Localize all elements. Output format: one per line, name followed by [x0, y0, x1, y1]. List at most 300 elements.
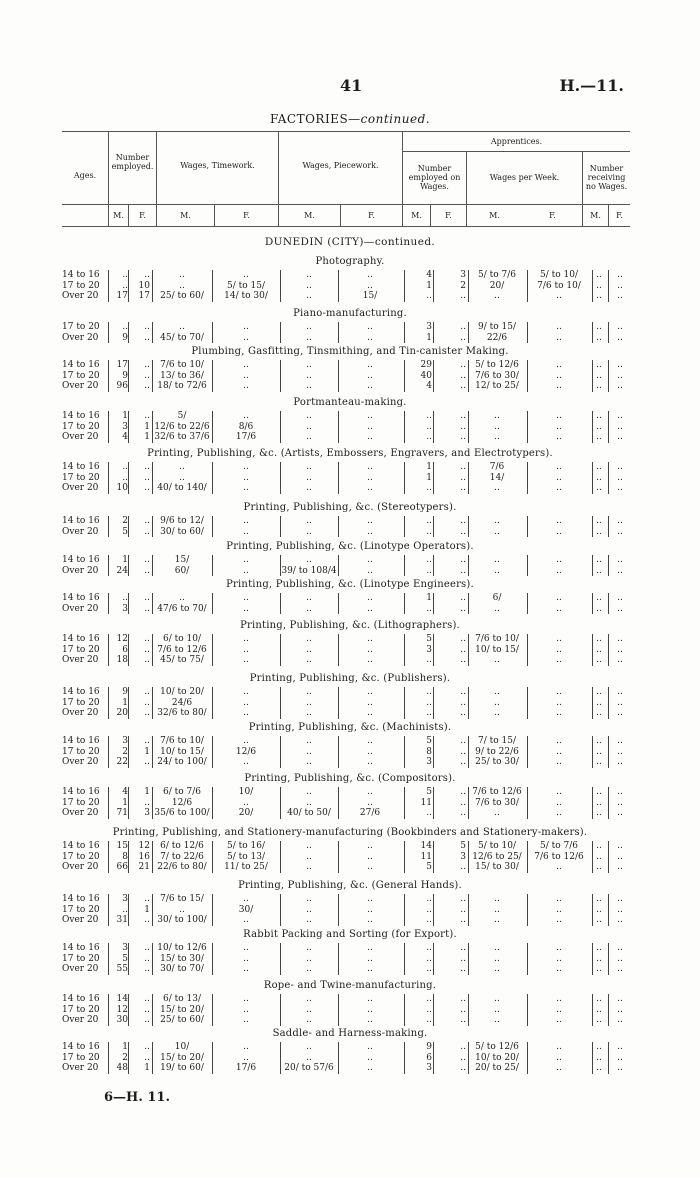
table-cell: .. [617, 687, 623, 697]
column-rule [128, 555, 129, 576]
table-cell: .. [179, 472, 185, 483]
table-row [0, 291, 700, 301]
table-cell: .. [243, 1015, 249, 1025]
table-cell: .. [144, 1052, 150, 1063]
table-cell: 7/6 to 10/ [475, 634, 519, 644]
column-rule [404, 322, 405, 343]
table-cell: .. [617, 943, 623, 953]
column-rule [108, 687, 109, 719]
table-cell: .. [494, 432, 500, 442]
table-cell: 6/ to 13/ [163, 994, 201, 1004]
table-cell: 1 [122, 697, 128, 708]
table-cell: 1 [426, 593, 432, 603]
table-cell: .. [122, 472, 128, 483]
column-rule [108, 894, 109, 926]
column-rule [527, 841, 528, 873]
table-cell: .. [179, 280, 185, 291]
age-cell: Over 20 [62, 1015, 99, 1025]
table-cell: .. [144, 270, 150, 280]
table-cell: 5 [426, 736, 432, 746]
column-rule [280, 322, 281, 343]
table-cell: .. [556, 915, 562, 925]
column-rule [152, 1042, 153, 1074]
table-cell: .. [426, 915, 432, 925]
table-cell: .. [179, 593, 185, 603]
table-cell: .. [426, 526, 432, 537]
column-rule [108, 841, 109, 873]
app-number-header: Number employed on Wages. [408, 164, 461, 191]
table-cell: .. [144, 644, 150, 655]
table-cell: 5 [426, 634, 432, 644]
table-cell: .. [617, 593, 623, 603]
column-rule [212, 462, 213, 494]
table-cell: .. [460, 904, 466, 915]
table-cell: 40/ to 140/ [157, 483, 207, 493]
table-cell: .. [617, 904, 623, 915]
table-cell: .. [556, 736, 562, 746]
table-cell: .. [306, 483, 312, 493]
table-cell: .. [460, 360, 466, 370]
age-cell: 14 to 16 [62, 943, 100, 953]
table-cell: .. [460, 1004, 466, 1015]
table-cell: 1 [426, 280, 432, 291]
table-cell: .. [367, 915, 373, 925]
column-rule [468, 516, 469, 537]
column-rule [108, 1042, 109, 1074]
table-cell: .. [243, 472, 249, 483]
column-rule [212, 411, 213, 443]
table-cell: .. [426, 808, 432, 818]
table-cell: .. [596, 322, 602, 332]
table-cell: 17/6 [235, 1063, 257, 1073]
table-cell: .. [617, 280, 623, 291]
column-rule [527, 943, 528, 975]
column-rule [468, 322, 469, 343]
table-cell: .. [460, 994, 466, 1004]
table-cell: .. [460, 1015, 466, 1025]
section-title: Printing, Publishing, &c. (Publishers). [249, 673, 451, 684]
column-rule [592, 593, 593, 614]
table-row [0, 281, 700, 291]
table-cell: .. [494, 808, 500, 818]
table-cell: .. [367, 1052, 373, 1063]
table-cell: .. [144, 736, 150, 746]
table-cell: .. [243, 483, 249, 493]
age-cell: 14 to 16 [62, 516, 100, 526]
column-rule [608, 634, 609, 666]
table-cell: .. [494, 994, 500, 1004]
table-cell: .. [367, 943, 373, 953]
table-cell: .. [617, 841, 623, 851]
table-cell: .. [596, 1004, 602, 1015]
table-row [0, 645, 700, 655]
table-cell: .. [367, 655, 373, 665]
column-rule [468, 943, 469, 975]
table-cell: .. [144, 483, 150, 493]
table-cell: 35/6 to 100/ [154, 808, 210, 818]
table-cell: .. [460, 746, 466, 757]
table-cell: .. [460, 381, 466, 391]
timework-header: Wages, Timework. [180, 161, 255, 170]
table-row [0, 1042, 700, 1052]
column-rule [338, 634, 339, 666]
age-cell: Over 20 [62, 757, 99, 767]
table-row [0, 1053, 700, 1063]
table-cell: 12 [138, 841, 150, 851]
table-cell: 19/ to 60/ [160, 1063, 204, 1073]
table-cell: .. [306, 280, 312, 291]
table-cell: .. [617, 915, 623, 925]
column-rule [280, 634, 281, 666]
column-rule [128, 994, 129, 1026]
table-row [0, 604, 700, 614]
table-cell: .. [494, 964, 500, 974]
table-cell: .. [617, 644, 623, 655]
column-rule [212, 360, 213, 392]
column-rule [468, 994, 469, 1026]
age-cell: 14 to 16 [62, 270, 100, 280]
table-cell: 29 [420, 360, 432, 370]
table-cell: .. [617, 964, 623, 974]
table-cell: .. [306, 555, 312, 565]
section-title: Photography. [315, 256, 385, 267]
table-cell: .. [306, 1004, 312, 1015]
table-cell: .. [367, 644, 373, 655]
column-rule [280, 787, 281, 819]
column-rule [608, 894, 609, 926]
table-cell: .. [367, 280, 373, 291]
table-cell: .. [367, 862, 373, 872]
column-rule [468, 634, 469, 666]
column-rule [592, 411, 593, 443]
table-cell: .. [596, 472, 602, 483]
table-cell: 24/ to 100/ [157, 757, 207, 767]
section-title: Printing, Publishing, &c. (Artists, Embossers, Engravers, and Electrotypers). [147, 448, 553, 459]
column-rule [608, 943, 609, 975]
column-rule [433, 1042, 434, 1074]
table-cell: .. [306, 421, 312, 432]
age-cell: Over 20 [62, 526, 99, 537]
table-cell: .. [617, 411, 623, 421]
table-row [0, 905, 700, 915]
table-cell: .. [617, 1004, 623, 1015]
table-cell: .. [306, 964, 312, 974]
table-cell: .. [367, 1004, 373, 1015]
table-row [0, 1015, 700, 1025]
age-cell: 17 to 20 [62, 472, 100, 483]
table-cell: .. [426, 943, 432, 953]
table-cell: .. [367, 851, 373, 862]
table-cell: .. [243, 270, 249, 280]
table-cell: .. [617, 953, 623, 964]
table-cell: .. [243, 411, 249, 421]
table-row [0, 1005, 700, 1015]
table-cell: 30/ to 60/ [160, 526, 204, 537]
table-cell: 7/6 to 12/6 [472, 787, 522, 797]
table-cell: .. [426, 421, 432, 432]
table-cell: .. [306, 432, 312, 442]
column-rule [527, 634, 528, 666]
table-cell: .. [243, 708, 249, 718]
table-cell: 9 [122, 332, 128, 343]
table-cell: .. [596, 432, 602, 442]
table-cell: 15/ [362, 291, 378, 301]
table-cell: .. [367, 360, 373, 370]
column-rule [152, 462, 153, 494]
column-rule [433, 994, 434, 1026]
column-rule [212, 894, 213, 926]
table-cell: .. [494, 915, 500, 925]
section-title: Printing, Publishing, and Stationery-manufacturing (Bookbinders and Stationery-makers). [112, 827, 588, 838]
table-cell: .. [596, 291, 602, 301]
table-cell: .. [617, 1015, 623, 1025]
table-row [0, 736, 700, 746]
column-rule [338, 360, 339, 392]
age-cell: Over 20 [62, 332, 99, 343]
table-cell: .. [556, 462, 562, 472]
m-header: M. [180, 211, 191, 220]
table-cell: .. [617, 483, 623, 493]
table-cell: .. [494, 894, 500, 904]
column-rule [527, 1042, 528, 1074]
section-title: Piano-manufacturing. [293, 308, 407, 319]
table-cell: .. [460, 808, 466, 818]
table-cell: .. [460, 332, 466, 343]
table-cell: .. [596, 697, 602, 708]
table-cell: 3 [122, 894, 128, 904]
table-cell: .. [494, 953, 500, 964]
age-cell: 14 to 16 [62, 841, 100, 851]
table-cell: .. [596, 634, 602, 644]
column-rule [608, 411, 609, 443]
table-cell: .. [426, 291, 432, 301]
table-cell: .. [556, 1015, 562, 1025]
age-cell: Over 20 [62, 1063, 99, 1073]
f-header: F. [243, 211, 250, 220]
table-cell: .. [494, 526, 500, 537]
table-cell: .. [617, 526, 623, 537]
column-rule [592, 994, 593, 1026]
table-row [0, 333, 700, 343]
section-title: Printing, Publishing, &c. (Lithographers). [240, 620, 460, 631]
table-cell: .. [306, 994, 312, 1004]
table-cell: .. [367, 381, 373, 391]
table-cell: .. [596, 736, 602, 746]
table-cell: 5/ to 7/6 [540, 841, 578, 851]
table-cell: .. [617, 634, 623, 644]
column-rule [338, 943, 339, 975]
column-rule [152, 736, 153, 768]
table-cell: .. [617, 736, 623, 746]
table-cell: .. [494, 1004, 500, 1015]
table-cell: .. [460, 411, 466, 421]
table-cell: 8 [426, 746, 432, 757]
column-rule [433, 943, 434, 975]
table-cell: .. [596, 894, 602, 904]
table-cell: 14 [116, 994, 128, 1004]
table-cell: .. [144, 1004, 150, 1015]
table-cell: .. [617, 462, 623, 472]
table-cell: 15/ to 30/ [160, 953, 204, 964]
column-rule [608, 1042, 609, 1074]
table-cell: .. [596, 808, 602, 818]
column-rule [108, 787, 109, 819]
table-cell: .. [556, 381, 562, 391]
table-cell: .. [426, 953, 432, 964]
table-cell: .. [556, 1052, 562, 1063]
column-rule [338, 736, 339, 768]
column-rule [608, 841, 609, 873]
column-rule [404, 687, 405, 719]
table-cell: .. [556, 526, 562, 537]
table-cell: 5/ [177, 411, 187, 421]
table-cell: .. [243, 757, 249, 767]
table-cell: .. [306, 360, 312, 370]
column-rule [404, 593, 405, 614]
table-cell: .. [144, 994, 150, 1004]
table-cell: .. [494, 904, 500, 915]
table-cell: .. [596, 1063, 602, 1073]
table-cell: .. [556, 687, 562, 697]
m-header: M. [590, 211, 601, 220]
column-rule [152, 322, 153, 343]
table-row [0, 655, 700, 665]
table-cell: .. [617, 370, 623, 381]
table-cell: .. [596, 462, 602, 472]
age-cell: 17 to 20 [62, 1052, 100, 1063]
column-rule [527, 555, 528, 576]
age-cell: 17 to 20 [62, 953, 100, 964]
table-cell: 3 [460, 851, 466, 862]
table-cell: .. [144, 360, 150, 370]
table-cell: 5 [426, 862, 432, 872]
table-cell: .. [367, 555, 373, 565]
column-rule [338, 687, 339, 719]
table-cell: 48 [116, 1063, 128, 1073]
table-cell: .. [144, 1015, 150, 1025]
table-cell: .. [306, 894, 312, 904]
table-cell: 6/ to 10/ [163, 634, 201, 644]
table-cell: .. [460, 797, 466, 808]
table-cell: 13/ to 36/ [160, 370, 204, 381]
column-rule [280, 736, 281, 768]
table-cell: .. [243, 360, 249, 370]
table-cell: 5/ to 10/ [478, 841, 516, 851]
age-cell: Over 20 [62, 603, 99, 614]
table-cell: .. [306, 634, 312, 644]
table-cell: .. [367, 697, 373, 708]
column-rule [527, 787, 528, 819]
age-cell: 14 to 16 [62, 736, 100, 746]
table-cell: .. [460, 1063, 466, 1073]
column-rule [404, 516, 405, 537]
section-title: Printing, Publishing, &c. (Machinists). [248, 722, 452, 733]
age-cell: Over 20 [62, 808, 99, 818]
table-cell: .. [144, 697, 150, 708]
column-rule [128, 841, 129, 873]
column-rule [152, 270, 153, 302]
table-cell: 6 [122, 644, 128, 655]
table-cell: 1 [122, 411, 128, 421]
table-cell: .. [556, 593, 562, 603]
table-cell: .. [460, 291, 466, 301]
table-cell: 3 [122, 421, 128, 432]
table-cell: .. [460, 697, 466, 708]
piecework-header: Wages, Piecework. [302, 161, 379, 170]
table-cell: .. [617, 432, 623, 442]
table-cell: .. [306, 291, 312, 301]
table-cell: 6/ to 12/6 [160, 841, 204, 851]
column-rule [527, 687, 528, 719]
table-cell: 3 [122, 943, 128, 953]
table-cell: .. [596, 915, 602, 925]
ages-header: Ages. [73, 171, 97, 180]
table-cell: .. [367, 894, 373, 904]
age-cell: Over 20 [62, 432, 99, 442]
table-cell: .. [596, 603, 602, 614]
column-rule [108, 943, 109, 975]
f-header: F. [139, 211, 146, 220]
table-cell: .. [367, 953, 373, 964]
column-rule [527, 462, 528, 494]
column-rule [608, 322, 609, 343]
table-cell: 6/ [492, 593, 502, 603]
column-rule [433, 593, 434, 614]
column-rule [128, 1042, 129, 1074]
table-cell: .. [367, 797, 373, 808]
table-cell: 1 [144, 787, 150, 797]
table-cell: .. [306, 915, 312, 925]
age-cell: 14 to 16 [62, 462, 100, 472]
table-cell: .. [617, 797, 623, 808]
table-cell: .. [556, 332, 562, 343]
table-cell: 9/ to 15/ [478, 322, 516, 332]
table-cell: .. [617, 332, 623, 343]
age-cell: Over 20 [62, 862, 99, 872]
table-cell: .. [306, 746, 312, 757]
column-rule [152, 634, 153, 666]
table-row [0, 566, 700, 576]
table-cell: .. [617, 655, 623, 665]
table-cell: .. [556, 943, 562, 953]
table-cell: .. [426, 1004, 432, 1015]
table-cell: .. [367, 757, 373, 767]
table-cell: .. [596, 708, 602, 718]
table-cell: .. [122, 904, 128, 915]
table-cell: 16 [138, 851, 150, 862]
table-cell: .. [179, 462, 185, 472]
table-cell: .. [243, 516, 249, 526]
table-cell: .. [596, 953, 602, 964]
table-cell: 5 [122, 526, 128, 537]
table-row [0, 473, 700, 483]
table-cell: 1 [122, 555, 128, 565]
table-cell: .. [556, 603, 562, 614]
table-cell: .. [367, 841, 373, 851]
column-rule [212, 270, 213, 302]
table-cell: .. [596, 797, 602, 808]
column-rule [433, 841, 434, 873]
column-rule [592, 894, 593, 926]
table-cell: .. [144, 516, 150, 526]
table-cell: .. [426, 655, 432, 665]
column-rule [280, 894, 281, 926]
table-cell: 12/6 [171, 797, 193, 808]
section-title: Rope- and Twine-manufacturing. [263, 980, 437, 991]
table-cell: .. [367, 736, 373, 746]
table-cell: .. [367, 565, 373, 576]
table-row [0, 964, 700, 974]
